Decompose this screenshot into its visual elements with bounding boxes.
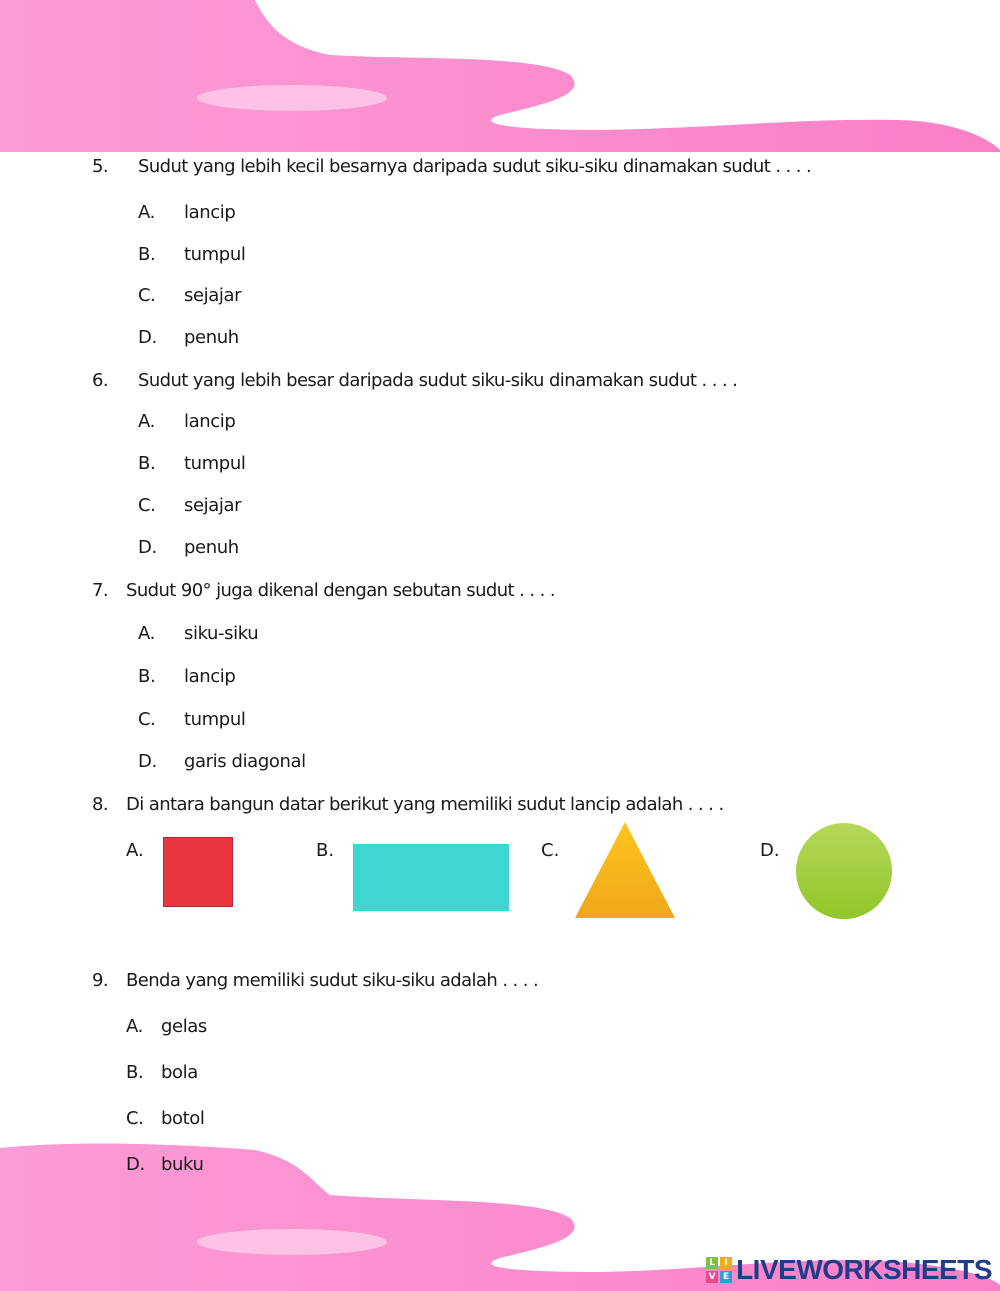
- option-text: tumpul: [184, 453, 246, 474]
- question-5: [92, 156, 952, 180]
- option-letter: D.: [138, 751, 157, 772]
- option-9b[interactable]: [126, 1062, 426, 1086]
- option-6b[interactable]: [138, 453, 438, 477]
- logo-block: E: [720, 1271, 732, 1283]
- question-number: 7.: [92, 580, 108, 601]
- question-text: Sudut yang lebih besar daripada sudut siku-siku dinamakan sudut . . . .: [138, 370, 738, 391]
- option-9c[interactable]: [126, 1108, 426, 1132]
- option-8a-square-icon[interactable]: [163, 837, 233, 907]
- option-letter: B.: [126, 1062, 144, 1083]
- question-text: Benda yang memiliki sudut siku-siku adalah . . . .: [126, 970, 539, 991]
- option-letter: D.: [138, 327, 157, 348]
- question-number: 6.: [92, 370, 108, 391]
- option-text: buku: [161, 1154, 204, 1175]
- option-text: sejajar: [184, 495, 242, 516]
- option-text: lancip: [184, 202, 236, 223]
- top-pink-banner: [0, 0, 1000, 160]
- option-text: lancip: [184, 666, 236, 687]
- option-text: sejajar: [184, 285, 242, 306]
- option-8d-letter: D.: [760, 840, 780, 861]
- logo-blocks-icon: [706, 1257, 732, 1283]
- option-8b-letter: B.: [316, 840, 335, 861]
- option-letter: C.: [138, 495, 156, 516]
- question-number: 9.: [92, 970, 108, 991]
- option-5d[interactable]: [138, 327, 438, 351]
- question-6: [92, 370, 952, 394]
- option-letter: A.: [138, 202, 155, 223]
- option-9d[interactable]: [126, 1154, 426, 1178]
- option-text: penuh: [184, 327, 239, 348]
- option-text: siku-siku: [184, 623, 259, 644]
- option-7c[interactable]: [138, 709, 438, 733]
- option-letter: D.: [126, 1154, 145, 1175]
- question-9: [92, 970, 952, 994]
- option-8d-circle-icon[interactable]: [795, 822, 893, 920]
- option-letter: D.: [138, 537, 157, 558]
- option-letter: C.: [126, 1108, 144, 1129]
- option-text: tumpul: [184, 244, 246, 265]
- option-text: penuh: [184, 537, 239, 558]
- option-text: gelas: [161, 1016, 207, 1037]
- option-letter: C.: [138, 285, 156, 306]
- option-7d[interactable]: [138, 751, 438, 775]
- option-letter: B.: [138, 244, 156, 265]
- option-9a[interactable]: [126, 1016, 426, 1040]
- liveworksheets-logo[interactable]: [706, 1254, 992, 1286]
- option-text: tumpul: [184, 709, 246, 730]
- option-letter: C.: [138, 709, 156, 730]
- logo-text: LIVEWORKSHEETS: [736, 1254, 992, 1285]
- option-letter: A.: [126, 1016, 143, 1037]
- option-5a[interactable]: [138, 202, 438, 226]
- option-7a[interactable]: [138, 623, 438, 647]
- question-number: 8.: [92, 794, 108, 815]
- option-5b[interactable]: [138, 244, 438, 268]
- option-5c[interactable]: [138, 285, 438, 309]
- option-8a-letter: A.: [126, 840, 144, 861]
- option-8c-triangle-icon[interactable]: [575, 822, 675, 918]
- question-text: Sudut 90° juga dikenal dengan sebutan sudut . . . .: [126, 580, 555, 601]
- option-text: lancip: [184, 411, 236, 432]
- logo-block: L: [706, 1257, 718, 1269]
- logo-block: V: [706, 1271, 718, 1283]
- option-letter: A.: [138, 411, 155, 432]
- question-text: Di antara bangun datar berikut yang memiliki sudut lancip adalah . . . .: [126, 794, 724, 815]
- option-6c[interactable]: [138, 495, 438, 519]
- option-letter: B.: [138, 666, 156, 687]
- question-text: Sudut yang lebih kecil besarnya daripada sudut siku-siku dinamakan sudut . . . .: [138, 156, 812, 177]
- logo-block: I: [720, 1257, 732, 1269]
- question-number: 5.: [92, 156, 108, 177]
- option-7b[interactable]: [138, 666, 438, 690]
- option-6a[interactable]: [138, 411, 438, 435]
- option-8b-rectangle-icon[interactable]: [353, 844, 509, 911]
- option-text: botol: [161, 1108, 205, 1129]
- question-7: [92, 580, 952, 604]
- option-8c-letter: C.: [541, 840, 560, 861]
- option-text: garis diagonal: [184, 751, 306, 772]
- question-8: [92, 794, 952, 818]
- option-text: bola: [161, 1062, 198, 1083]
- option-letter: B.: [138, 453, 156, 474]
- option-letter: A.: [138, 623, 155, 644]
- option-6d[interactable]: [138, 537, 438, 561]
